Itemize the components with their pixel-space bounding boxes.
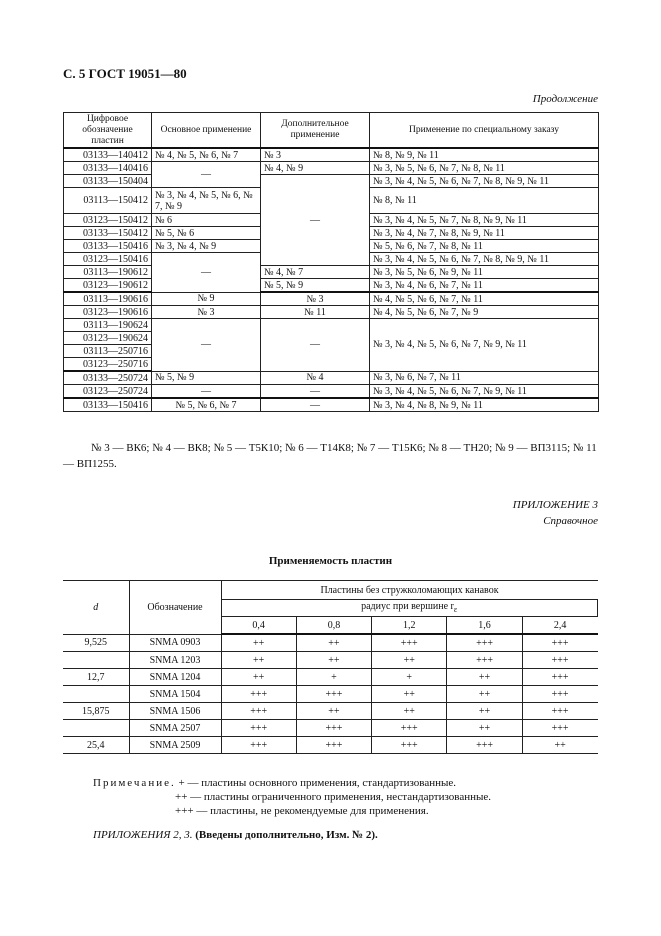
table-row: [64, 319, 599, 332]
table-row: [64, 385, 599, 399]
table-cell: ++: [447, 686, 522, 703]
table-cell: 03123—250724: [64, 385, 152, 399]
col-header-main: Основное применение: [152, 113, 261, 149]
table-cell: ++: [221, 634, 296, 652]
table-cell: +++: [372, 634, 447, 652]
table-cell: —: [261, 175, 370, 266]
table-cell: +++: [522, 686, 597, 703]
table-cell: № 8, № 11: [370, 188, 599, 214]
table-row: [63, 686, 598, 703]
table-cell: —: [152, 253, 261, 293]
appendix-title: ПРИЛОЖЕНИЕ 3: [512, 499, 598, 511]
applicability-table: [63, 580, 598, 754]
page-title: С. 5 ГОСТ 19051—80: [63, 66, 187, 81]
radius-header: [221, 600, 598, 617]
table-cell: +++: [522, 669, 597, 686]
table-cell: +++: [447, 737, 522, 754]
table-cell: 03133—140412: [64, 148, 152, 162]
table-cell: —: [261, 319, 370, 372]
table-cell: +: [372, 669, 447, 686]
table-cell: +++: [221, 737, 296, 754]
table-row: [63, 737, 598, 754]
table-cell: № 3, № 4, № 8, № 9, № 11: [370, 398, 599, 412]
table-cell: 03113—190624: [64, 319, 152, 332]
table-cell: [63, 652, 129, 669]
note-line: + — пластины основного применения, стандартизованные.: [178, 777, 457, 789]
amendment-note: [93, 829, 378, 841]
table-cell: +++: [522, 652, 597, 669]
table-cell: 9,525: [63, 634, 129, 652]
table-cell: ++: [296, 652, 371, 669]
radius-value: 0,4: [221, 617, 296, 635]
table-row: [63, 652, 598, 669]
legend-text: № 3 — ВК6; № 4 — ВК8; № 5 — Т5К10; № 6 — Т14К8; № 7 — Т15К6; № 8 — ТН20; № 9 — ВП3115; № 11 — ВП1255.: [63, 442, 597, 470]
appendix-heading: [513, 497, 598, 529]
table-row: [64, 398, 599, 412]
table-cell: № 3, № 4, № 7, № 8, № 9, № 11: [370, 227, 599, 240]
table-cell: SNMA 1204: [129, 669, 221, 686]
table-cell: № 5, № 9: [152, 371, 261, 385]
table-row: [64, 175, 599, 188]
table-cell: № 3, № 4, № 5, № 6, № 7, № 9, № 11: [370, 385, 599, 399]
table-cell: +++: [296, 686, 371, 703]
table-cell: +++: [522, 634, 597, 652]
radius-label: радиус при вершине r: [361, 601, 454, 612]
table-cell: 03123—250716: [64, 358, 152, 372]
table-cell: 15,875: [63, 703, 129, 720]
table-cell: № 4, № 7: [261, 266, 370, 279]
table-cell: 03113—250716: [64, 345, 152, 358]
table-cell: 25,4: [63, 737, 129, 754]
table-cell: № 3, № 4, № 5, № 6, № 7, № 8, № 9, № 11: [370, 253, 599, 266]
table-cell: SNMA 0903: [129, 634, 221, 652]
table-cell: SNMA 1506: [129, 703, 221, 720]
table-cell: № 3, № 6, № 7, № 11: [370, 371, 599, 385]
table-cell: SNMA 1203: [129, 652, 221, 669]
table-cell: ++: [296, 703, 371, 720]
table-cell: SNMA 2507: [129, 720, 221, 737]
table-cell: ++: [447, 669, 522, 686]
table-cell: +++: [221, 720, 296, 737]
table-cell: № 5, № 6, № 7, № 8, № 11: [370, 240, 599, 253]
table-cell: —: [152, 385, 261, 399]
table-cell: +++: [447, 652, 522, 669]
continuation-label: Продолжение: [532, 93, 598, 105]
table-cell: № 3, № 4, № 5, № 6, № 7, № 9: [152, 188, 261, 214]
table-cell: ++: [372, 686, 447, 703]
note-line: ++ — пластины ограниченного применения, нестандартизованные.: [175, 791, 492, 803]
table-cell: № 6: [152, 214, 261, 227]
table-cell: № 5, № 6, № 7: [152, 398, 261, 412]
table-cell: 03123—190616: [64, 306, 152, 319]
table-cell: № 3, № 4, № 5, № 6, № 7, № 8, № 9, № 11: [370, 175, 599, 188]
table-cell: ++: [522, 737, 597, 754]
col-header-designation: Обозначение: [129, 581, 221, 635]
table-cell: № 3, № 5, № 6, № 7, № 8, № 11: [370, 162, 599, 175]
table-cell: № 4, № 5, № 6, № 7: [152, 148, 261, 162]
table-cell: 03123—150416: [64, 253, 152, 266]
table-cell: № 3, № 4, № 5, № 6, № 7, № 9, № 11: [370, 319, 599, 372]
table-cell: № 3, № 4, № 5, № 7, № 8, № 9, № 11: [370, 214, 599, 227]
table-cell: +++: [372, 720, 447, 737]
group-header: Пластины без стружколомающих канавок: [221, 581, 598, 600]
table-cell: +++: [447, 634, 522, 652]
table-cell: 03133—140416: [64, 162, 152, 175]
table-row: [64, 162, 599, 175]
table-cell: —: [152, 319, 261, 372]
table-cell: 03133—150416: [64, 398, 152, 412]
table-cell: SNMA 1504: [129, 686, 221, 703]
table-row: [63, 720, 598, 737]
table-cell: +++: [522, 703, 597, 720]
application-table: [63, 112, 599, 412]
amendment-ref: ПРИЛОЖЕНИЯ 2, 3.: [93, 829, 193, 841]
table-cell: № 3, № 4, № 6, № 7, № 11: [370, 279, 599, 293]
table-cell: № 11: [261, 306, 370, 319]
table-cell: +++: [221, 703, 296, 720]
table-cell: ++: [221, 669, 296, 686]
table-cell: № 3, № 4, № 9: [152, 240, 261, 253]
table-row: [64, 148, 599, 162]
col-header-d: d: [63, 581, 129, 635]
table-cell: 03133—150412: [64, 227, 152, 240]
note-line: +++ — пластины, не рекомендуемые для применения.: [175, 805, 429, 817]
table-row: [63, 669, 598, 686]
table-row: [64, 292, 599, 306]
table-cell: 12,7: [63, 669, 129, 686]
table-cell: № 3: [152, 306, 261, 319]
table-cell: 03113—150412: [64, 188, 152, 214]
col-header-special: Применение по специальному заказу: [370, 113, 599, 149]
table-row: [63, 703, 598, 720]
col-header-designation: Цифровое обозначение пластин: [64, 113, 152, 149]
table-row: [63, 634, 598, 652]
radius-value: 1,6: [447, 617, 522, 635]
table-cell: ++: [447, 720, 522, 737]
table-cell: ++: [372, 652, 447, 669]
table-cell: № 3, № 5, № 6, № 9, № 11: [370, 266, 599, 279]
table-cell: +++: [296, 720, 371, 737]
note-block: [93, 776, 491, 818]
table-cell: № 9: [152, 292, 261, 306]
table-cell: +++: [522, 720, 597, 737]
table-cell: +++: [221, 686, 296, 703]
table-cell: ++: [296, 634, 371, 652]
table-row: [64, 306, 599, 319]
table-cell: [63, 720, 129, 737]
table-cell: № 8, № 9, № 11: [370, 148, 599, 162]
appendix-subtitle: Справочное: [543, 515, 598, 527]
table-cell: —: [261, 398, 370, 412]
table-cell: 03123—150412: [64, 214, 152, 227]
table-row: [64, 279, 599, 293]
radius-value: 2,4: [522, 617, 597, 635]
table-row: [64, 371, 599, 385]
table-cell: № 4, № 9: [261, 162, 370, 175]
table-cell: —: [261, 385, 370, 399]
table-cell: 03123—190624: [64, 332, 152, 345]
amendment-text: (Введены дополнительно, Изм. № 2).: [195, 829, 378, 841]
table-cell: ++: [372, 703, 447, 720]
table-cell: —: [152, 162, 261, 188]
table-cell: 03133—150416: [64, 240, 152, 253]
table-cell: [63, 686, 129, 703]
table-cell: № 4, № 5, № 6, № 7, № 11: [370, 292, 599, 306]
table-cell: +++: [372, 737, 447, 754]
note-label: Примечание.: [93, 777, 176, 789]
table-cell: +++: [296, 737, 371, 754]
col-header-additional: Дополнительное применение: [261, 113, 370, 149]
radius-sub: ε: [453, 605, 458, 614]
table-cell: 03133—250724: [64, 371, 152, 385]
table-cell: ++: [221, 652, 296, 669]
table-cell: № 3: [261, 148, 370, 162]
table-row: [64, 266, 599, 279]
table-cell: SNMA 2509: [129, 737, 221, 754]
table-cell: 03113—190616: [64, 292, 152, 306]
radius-value: 1,2: [372, 617, 447, 635]
table-cell: № 4, № 5, № 6, № 7, № 9: [370, 306, 599, 319]
table-cell: № 5, № 6: [152, 227, 261, 240]
table2-title: Применяемость пластин: [268, 555, 393, 567]
table-cell: 03133—150404: [64, 175, 152, 188]
table-cell: № 3: [261, 292, 370, 306]
table-cell: 03113—190612: [64, 266, 152, 279]
radius-value: 0,8: [296, 617, 371, 635]
table-cell: 03123—190612: [64, 279, 152, 293]
table-cell: ++: [447, 703, 522, 720]
table-cell: № 5, № 9: [261, 279, 370, 293]
table-cell: № 4: [261, 371, 370, 385]
table-cell: +: [296, 669, 371, 686]
